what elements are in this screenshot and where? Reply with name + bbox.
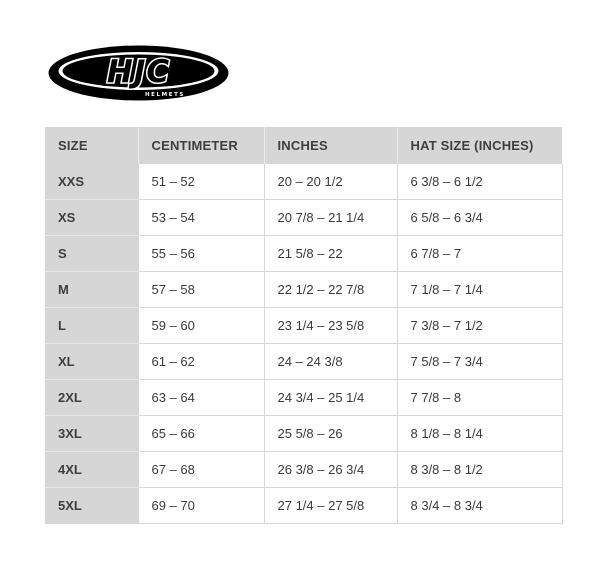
inches-cell: 26 3/8 – 26 3/4 [264, 452, 397, 488]
hat-size-cell: 6 3/8 – 6 1/2 [397, 164, 562, 200]
size-cell: XL [45, 344, 138, 380]
centimeter-cell: 57 – 58 [138, 272, 264, 308]
header-centimeter: CENTIMETER [138, 127, 264, 164]
size-cell: 4XL [45, 452, 138, 488]
centimeter-cell: 61 – 62 [138, 344, 264, 380]
centimeter-cell: 51 – 52 [138, 164, 264, 200]
hat-size-cell: 8 3/4 – 8 3/4 [397, 488, 562, 524]
logo-brand-text: HJC [106, 54, 171, 90]
hat-size-cell: 6 5/8 – 6 3/4 [397, 200, 562, 236]
table-row [45, 200, 562, 236]
hat-size-cell: 8 1/8 – 8 1/4 [397, 416, 562, 452]
table-row [45, 344, 562, 380]
inches-cell: 20 7/8 – 21 1/4 [264, 200, 397, 236]
inches-cell: 25 5/8 – 26 [264, 416, 397, 452]
hat-size-cell: 7 5/8 – 7 3/4 [397, 344, 562, 380]
table-body [45, 164, 562, 524]
table-row [45, 452, 562, 488]
header-inches: INCHES [264, 127, 397, 164]
size-cell: 2XL [45, 380, 138, 416]
inches-cell: 24 3/4 – 25 1/4 [264, 380, 397, 416]
centimeter-cell: 67 – 68 [138, 452, 264, 488]
hat-size-cell: 7 3/8 – 7 1/2 [397, 308, 562, 344]
centimeter-cell: 55 – 56 [138, 236, 264, 272]
header-size: SIZE [45, 127, 138, 164]
hat-size-cell: 7 7/8 – 8 [397, 380, 562, 416]
centimeter-cell: 63 – 64 [138, 380, 264, 416]
inches-cell: 22 1/2 – 22 7/8 [264, 272, 397, 308]
hat-size-cell: 6 7/8 – 7 [397, 236, 562, 272]
logo-tagline-text: HELMETS [144, 92, 186, 98]
hat-size-cell: 7 1/8 – 7 1/4 [397, 272, 562, 308]
header-hat-size: HAT SIZE (INCHES) [397, 127, 562, 164]
size-cell: L [45, 308, 138, 344]
size-cell: XXS [45, 164, 138, 200]
table-row [45, 272, 562, 308]
inches-cell: 21 5/8 – 22 [264, 236, 397, 272]
size-cell: M [45, 272, 138, 308]
size-cell: S [45, 236, 138, 272]
header-row [45, 127, 562, 164]
hjc-logo-mark [47, 44, 230, 102]
centimeter-cell: 65 – 66 [138, 416, 264, 452]
centimeter-cell: 59 – 60 [138, 308, 264, 344]
inches-cell: 27 1/4 – 27 5/8 [264, 488, 397, 524]
table-row [45, 488, 562, 524]
table-row [45, 416, 562, 452]
table-row [45, 308, 562, 344]
hat-size-cell: 8 3/8 – 8 1/2 [397, 452, 562, 488]
table-row [45, 164, 562, 200]
size-cell: 3XL [45, 416, 138, 452]
table-row [45, 236, 562, 272]
table-row [45, 380, 562, 416]
size-cell: XS [45, 200, 138, 236]
inches-cell: 23 1/4 – 23 5/8 [264, 308, 397, 344]
size-cell: 5XL [45, 488, 138, 524]
inches-cell: 20 – 20 1/2 [264, 164, 397, 200]
table-header [45, 127, 562, 164]
inches-cell: 24 – 24 3/8 [264, 344, 397, 380]
centimeter-cell: 69 – 70 [138, 488, 264, 524]
hjc-logo [47, 44, 230, 102]
size-chart-table [45, 127, 563, 524]
centimeter-cell: 53 – 54 [138, 200, 264, 236]
